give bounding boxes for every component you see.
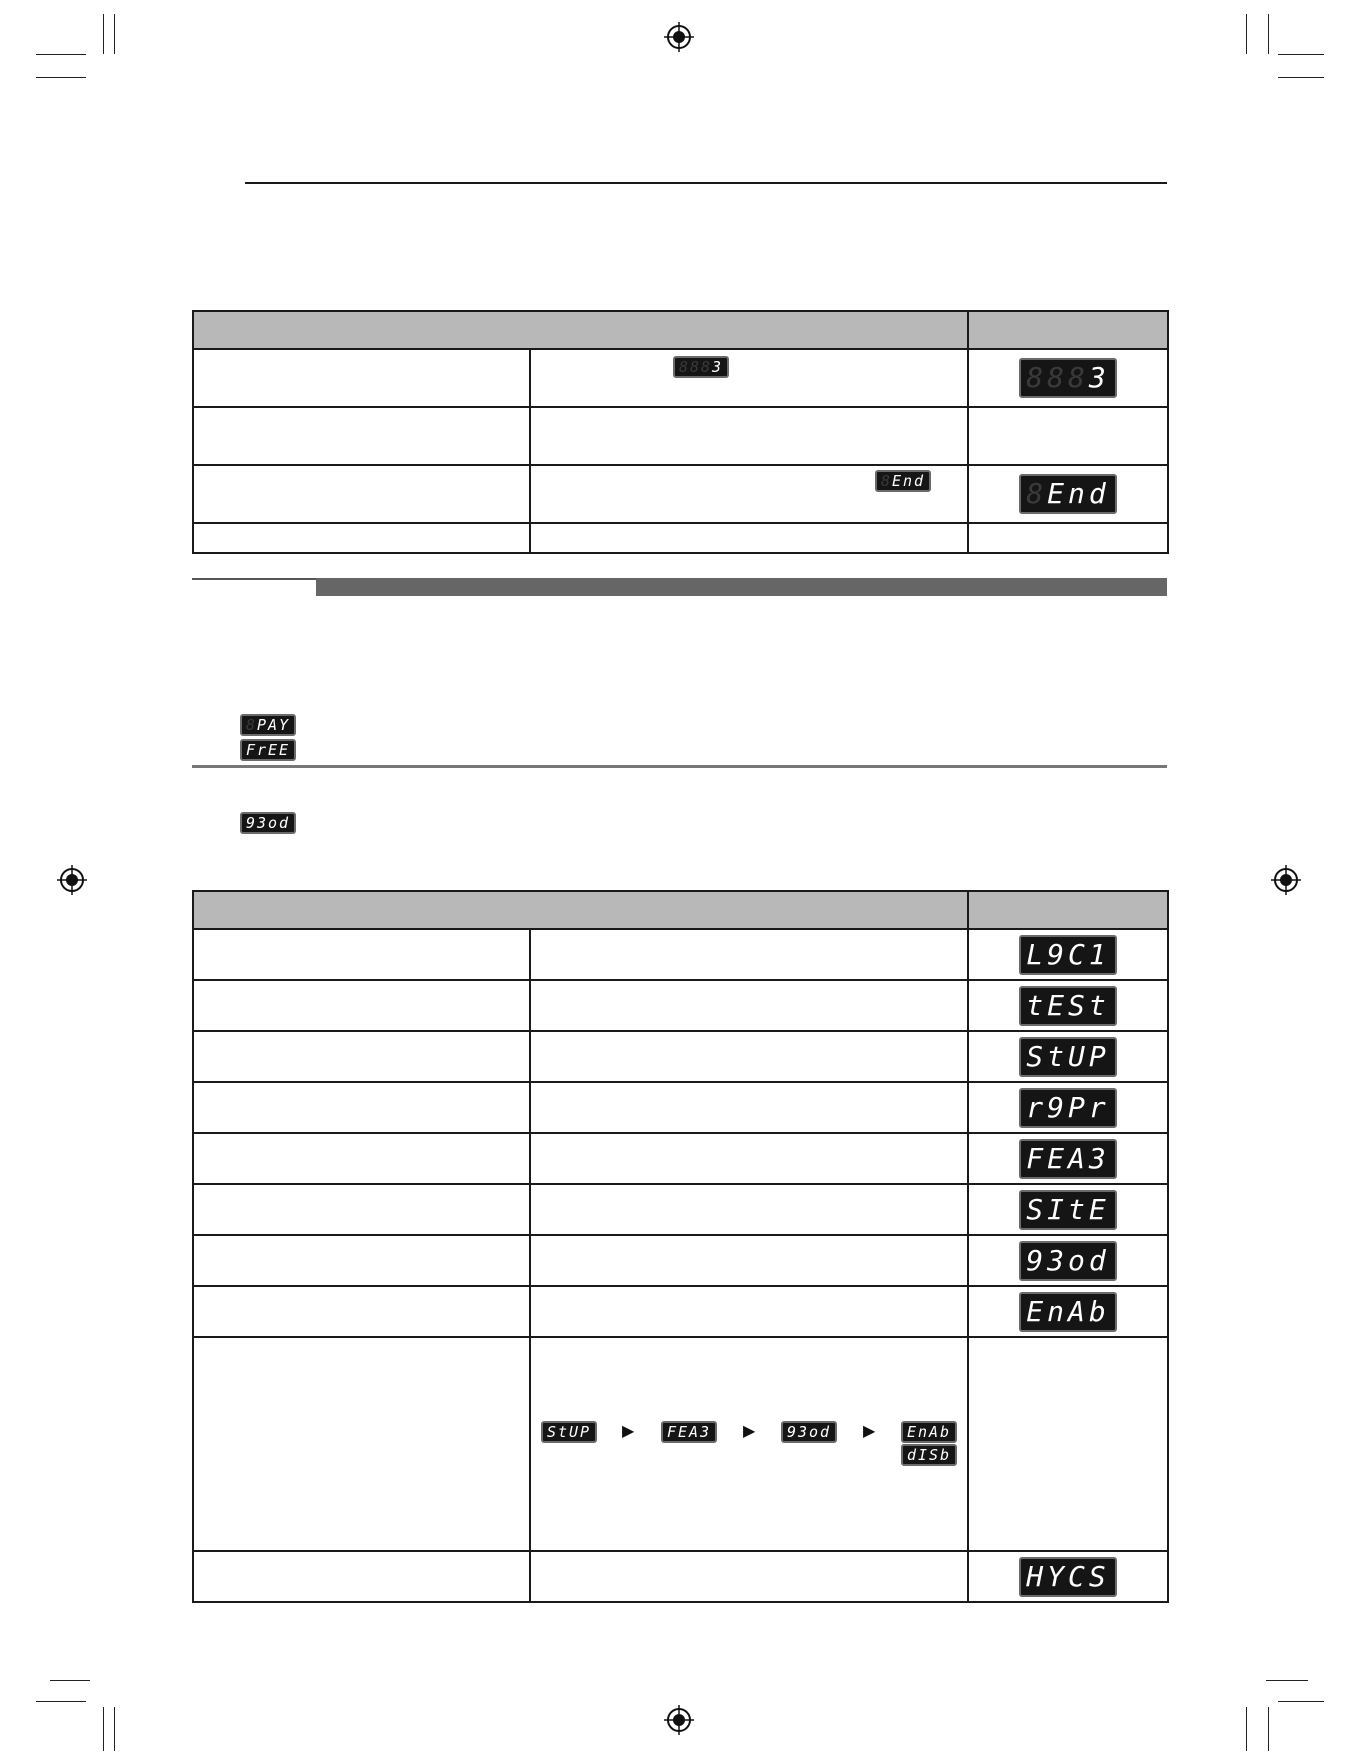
crop-mark bbox=[1266, 1680, 1308, 1681]
crop-mark bbox=[36, 1701, 86, 1702]
section-heading-bar bbox=[192, 578, 1167, 596]
display-readout: r9Pr bbox=[1019, 1088, 1117, 1128]
display-readout: StUP bbox=[1019, 1037, 1117, 1077]
table-row bbox=[193, 523, 1168, 553]
table-cell bbox=[530, 1133, 968, 1184]
table-cell bbox=[530, 465, 968, 523]
display-readout: FEA3 bbox=[1019, 1139, 1117, 1179]
table-row bbox=[193, 1133, 1168, 1184]
display-readout: EnAb bbox=[1019, 1292, 1117, 1332]
crop-mark bbox=[1246, 14, 1247, 54]
display-readout: 93od bbox=[1019, 1241, 1117, 1281]
table-cell bbox=[193, 1551, 530, 1602]
crop-mark bbox=[1278, 54, 1324, 55]
display-readout: L9C1 bbox=[1019, 935, 1117, 975]
sequence-display: StUP bbox=[541, 1421, 597, 1443]
table-cell bbox=[968, 1235, 1168, 1286]
crop-mark bbox=[1268, 1707, 1269, 1751]
table-cell bbox=[968, 1031, 1168, 1082]
table-header-cell bbox=[968, 311, 1168, 349]
table-row bbox=[193, 929, 1168, 980]
table-cell bbox=[968, 1551, 1168, 1602]
table-cell bbox=[968, 1286, 1168, 1337]
table-cell bbox=[193, 1235, 530, 1286]
registration-mark-icon bbox=[664, 22, 694, 52]
table-cell bbox=[968, 349, 1168, 407]
arrow-right-icon: ▶ bbox=[622, 1423, 635, 1440]
table-cell bbox=[193, 349, 530, 407]
table-row bbox=[193, 1551, 1168, 1602]
table-cell bbox=[968, 1082, 1168, 1133]
crop-mark bbox=[36, 77, 86, 78]
crop-mark bbox=[50, 1680, 90, 1681]
table-cell bbox=[968, 1184, 1168, 1235]
section-divider bbox=[192, 765, 1167, 768]
table-row bbox=[193, 1235, 1168, 1286]
inline-display: 8883 bbox=[673, 356, 729, 378]
arrow-right-icon: ▶ bbox=[743, 1423, 756, 1440]
table-row bbox=[193, 407, 1168, 465]
table-cell bbox=[530, 929, 968, 980]
display-readout: 8883 bbox=[1019, 358, 1117, 398]
arrow-right-icon: ▶ bbox=[863, 1423, 876, 1440]
crop-mark bbox=[1278, 1701, 1324, 1702]
crop-mark bbox=[103, 1707, 104, 1751]
sequence-display: 93od bbox=[781, 1421, 837, 1443]
table-cell bbox=[530, 1235, 968, 1286]
table-cell bbox=[193, 1337, 530, 1551]
registration-mark-icon bbox=[57, 865, 87, 895]
registration-mark-icon bbox=[1271, 865, 1301, 895]
pay-display: 8PAY bbox=[240, 714, 296, 736]
table-cell bbox=[530, 1082, 968, 1133]
top-table bbox=[192, 310, 1169, 554]
table-cell bbox=[530, 980, 968, 1031]
header-rule bbox=[245, 182, 1167, 184]
table-cell bbox=[968, 1133, 1168, 1184]
table-cell bbox=[193, 1082, 530, 1133]
table-cell bbox=[968, 407, 1168, 465]
table-row bbox=[193, 1031, 1168, 1082]
inline-display: 8End bbox=[875, 470, 931, 492]
table-cell bbox=[530, 349, 968, 407]
table-row bbox=[193, 1082, 1168, 1133]
table-cell bbox=[968, 929, 1168, 980]
table-cell bbox=[530, 1286, 968, 1337]
table-cell bbox=[968, 980, 1168, 1031]
table-header-row bbox=[193, 311, 1168, 349]
registration-mark-icon bbox=[664, 1705, 694, 1735]
crop-mark bbox=[1246, 1707, 1247, 1751]
table-row bbox=[193, 465, 1168, 523]
table-header-cell bbox=[193, 311, 968, 349]
good-display: 93od bbox=[240, 812, 296, 834]
table-header-cell bbox=[968, 891, 1168, 929]
table-cell bbox=[193, 1133, 530, 1184]
table-cell bbox=[193, 465, 530, 523]
mode-table bbox=[192, 890, 1169, 1603]
table-cell bbox=[530, 1337, 968, 1551]
table-cell bbox=[193, 980, 530, 1031]
table-row bbox=[193, 1286, 1168, 1337]
sequence-display: FEA3 bbox=[661, 1421, 717, 1443]
table-cell bbox=[530, 523, 968, 553]
table-cell bbox=[193, 523, 530, 553]
table-cell bbox=[193, 1031, 530, 1082]
table-header-row bbox=[193, 891, 1168, 929]
sequence-display: dISb bbox=[901, 1444, 957, 1466]
table-row bbox=[193, 1337, 1168, 1551]
display-readout: 8End bbox=[1019, 474, 1117, 514]
crop-mark bbox=[114, 14, 115, 54]
display-readout: SItE bbox=[1019, 1190, 1117, 1230]
table-cell bbox=[968, 523, 1168, 553]
crop-mark bbox=[114, 1707, 115, 1751]
sequence-display: EnAb bbox=[901, 1421, 957, 1443]
table-row bbox=[193, 349, 1168, 407]
crop-mark bbox=[1268, 14, 1269, 54]
table-row bbox=[193, 980, 1168, 1031]
crop-mark bbox=[36, 54, 86, 55]
table-cell bbox=[530, 1551, 968, 1602]
table-cell bbox=[968, 465, 1168, 523]
display-readout: tESt bbox=[1019, 986, 1117, 1026]
crop-mark bbox=[103, 14, 104, 54]
table-row bbox=[193, 1184, 1168, 1235]
table-cell bbox=[193, 1184, 530, 1235]
table-cell bbox=[193, 1286, 530, 1337]
table-header-cell bbox=[193, 891, 968, 929]
table-cell bbox=[530, 407, 968, 465]
table-cell bbox=[193, 407, 530, 465]
crop-mark bbox=[1278, 77, 1324, 78]
display-readout: HYCS bbox=[1019, 1557, 1117, 1597]
table-cell bbox=[193, 929, 530, 980]
table-cell bbox=[530, 1184, 968, 1235]
free-display: FrEE bbox=[240, 739, 296, 761]
table-cell bbox=[530, 1031, 968, 1082]
table-cell bbox=[968, 1337, 1168, 1551]
